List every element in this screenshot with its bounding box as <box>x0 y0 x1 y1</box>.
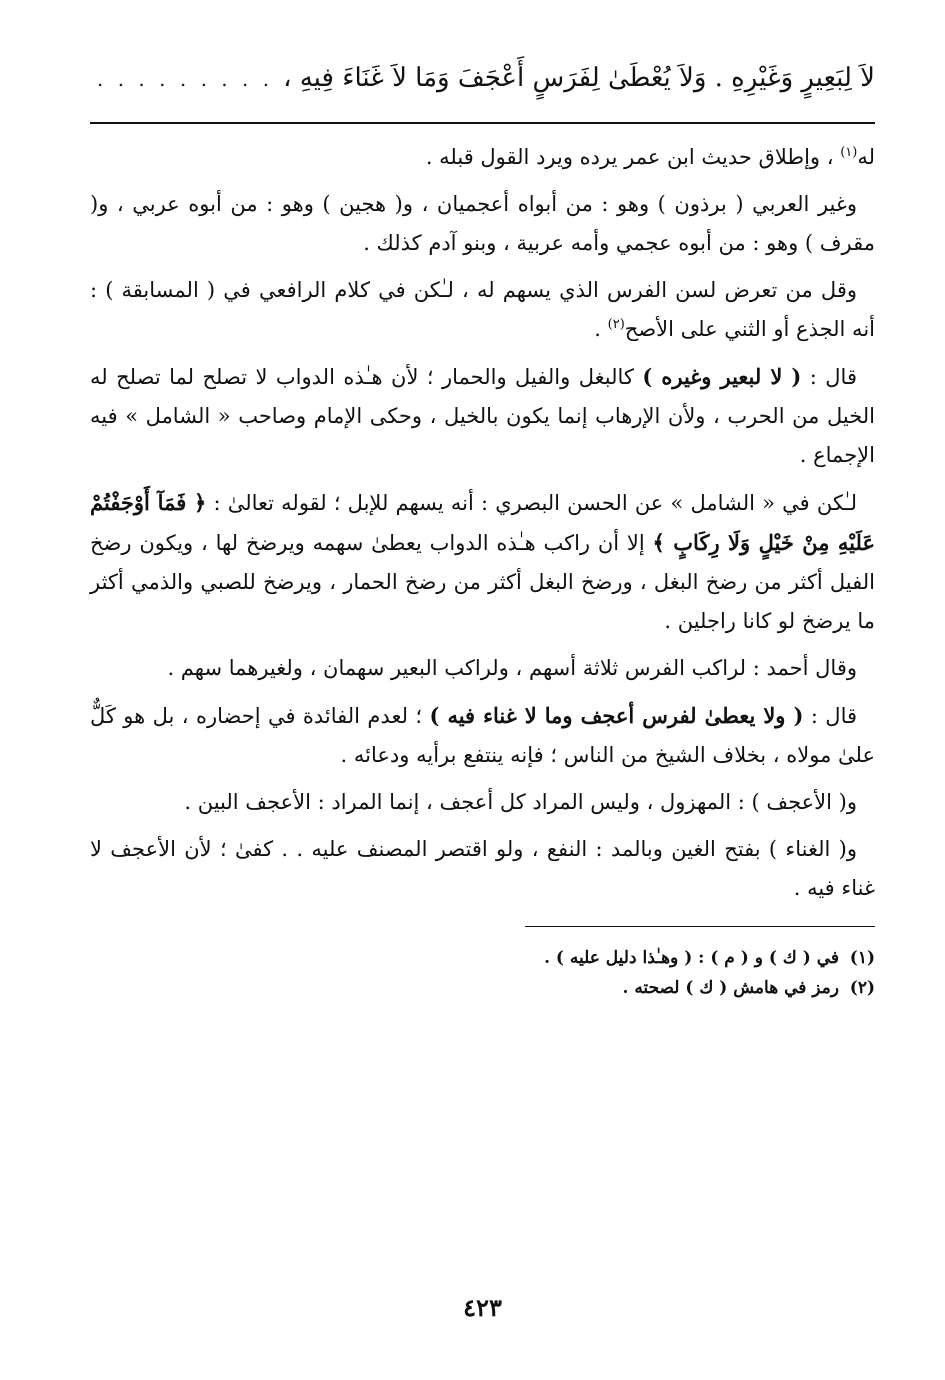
paragraph-6: وقال أحمد : لراكب الفرس ثلاثة أسهم ، ولراكب البعير سهمان ، ولغيرهما سهم . <box>167 656 857 680</box>
footnote-rule <box>525 926 875 927</box>
page-number: ٤٢٣ <box>463 1293 502 1322</box>
footnote-text: رمز في هامش ( ك ) لصحته . <box>622 978 839 998</box>
running-header <box>90 58 875 108</box>
matn-quote: ( ولا يعطىٰ لفرس أعجف وما لا غناء فيه ) <box>429 703 804 728</box>
paragraph-3: وقل من تعرض لسن الفرس الذي يسهم له ، لـٰكن في كلام الرافعي في ( المسابقة ) : أنه الجذع أو الثني على الأصح$^{(٢)}$ . <box>90 278 875 341</box>
footnote-text: في ( ك ) و ( م ) : ( وهـٰذا دليل عليه ) . <box>544 948 839 968</box>
matn-quote: ( لا لبعير وغيره ) <box>642 364 802 389</box>
paragraph-4: قال : ( لا لبعير وغيره ) كالبغل والفيل والحمار ؛ لأن هـٰذه الدواب لا تصلح لما تصلح له الخيل من الحرب ، ولأن الإرهاب إنما يكون بالخيل ، وحكى الإمام وصاحب « الشامل » فيه الإجماع . <box>90 364 875 467</box>
book-page <box>90 58 875 1358</box>
paragraph-8: و( الأعجف ) : المهزول ، وليس المراد كل أعجف ، إنما المراد : الأعجف البين . <box>184 790 857 814</box>
quran-verse: ﴿ فَمَآ أَوْجَفْتُمْ عَلَيْهِ مِنْ خَيْلٍ وَلَا رِكَابٍ ﴾ <box>90 490 875 555</box>
footnote-number: (٢) <box>849 978 875 998</box>
footnote-number: (١) <box>849 948 875 968</box>
paragraph-9: و( الغناء ) بفتح الغين وبالمد : النفع ، ولو اقتصر المصنف عليه . . كفىٰ ؛ لأن الأعجف لا غناء فيه . <box>90 837 875 900</box>
paragraph-7: قال : ( ولا يعطىٰ لفرس أعجف وما لا غناء فيه ) ؛ لعدم الفائدة في إحضاره ، بل هو كَلٌّ علىٰ مولاه ، بخلاف الشيخ من الناس ؛ فإنه ينتفع برأيه ودعائه . <box>90 703 875 767</box>
footnote-ref-1[interactable]: (١) <box>840 145 858 160</box>
header-dots: . . . . . . . . . <box>97 67 274 91</box>
footnote-2 <box>90 973 875 1003</box>
header-rule <box>90 122 875 124</box>
running-title: لاَ لِبَعِيرٍ وَغَيْرِهِ . وَلاَ يُعْطَىٰ لِفَرَسٍ أَعْجَفَ وَمَا لاَ غَنَاءَ فِيهِ ، <box>283 63 875 93</box>
footnote-1 <box>90 943 875 973</box>
paragraph-2: وغير العربي ( برذون ) وهو : من أبواه أعجميان ، و( هجين ) وهو : من أبوه عربي ، و( مقرف ) وهو : من أبوه عجمي وأمه عربية ، وبنو آدم كذلك . <box>90 192 875 255</box>
paragraph-1: له$^{(١)}$ ، وإطلاق حديث ابن عمر يرده ويرد القول قبله . <box>425 145 875 169</box>
footnote-ref-2[interactable]: (٢) <box>607 317 625 332</box>
paragraph-5: لـٰكن في « الشامل » عن الحسن البصري : أنه يسهم للإبل ؛ لقوله تعالىٰ : ﴿ فَمَآ أَوْجَفْتُمْ عَلَيْهِ مِنْ خَيْلٍ وَلَا رِكَابٍ ﴾ إلا أن راكب هـٰذه الدواب يعطىٰ سهمه ويرضخ لها ، ويكون رضخ الفيل أكثر من رضخ البغل ، ورضخ البغل أكثر من رضخ الحمار ، ويرضخ للصبي والذمي أكثر ما يرضخ لو كانا راجلين . <box>90 490 875 633</box>
